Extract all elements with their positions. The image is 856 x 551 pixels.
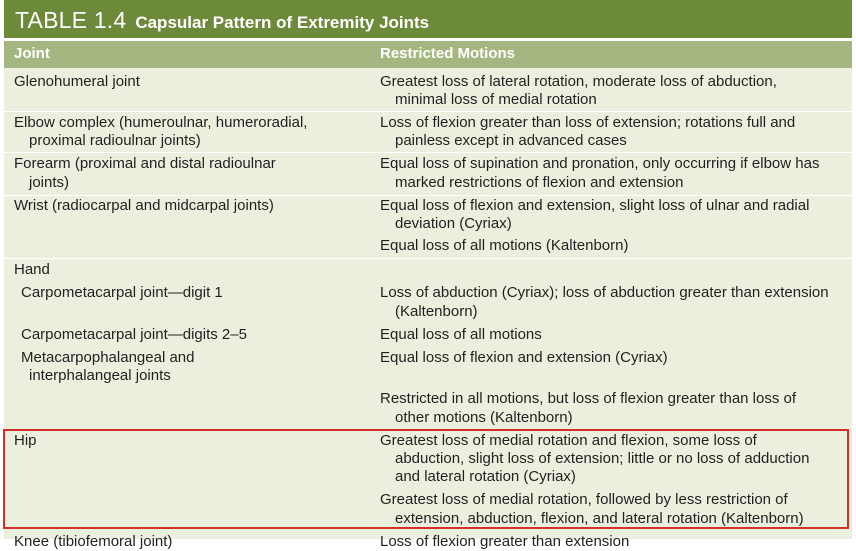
motion-cell: painless except in advanced cases: [395, 132, 627, 149]
motion-cell: Equal loss of supination and pronation, only occurring if elbow has: [380, 155, 820, 172]
motion-cell: Equal loss of flexion and extension, slight loss of ulnar and radial: [380, 197, 810, 214]
table-title-bar: [4, 0, 852, 38]
table-title: Capsular Pattern of Extremity Joints: [135, 13, 430, 32]
motion-cell: minimal loss of medial rotation: [395, 91, 597, 108]
motion-cell: Restricted in all motions, but loss of flexion greater than loss of: [380, 390, 797, 407]
motion-cell: Greatest loss of medial rotation, followed by less restriction of: [380, 491, 788, 508]
hip-highlight-box: [3, 429, 849, 529]
row-divider: [4, 258, 852, 259]
header-joint: Joint: [14, 45, 50, 62]
joint-cell: joints): [29, 174, 70, 191]
joint-cell: Hand: [14, 261, 50, 278]
motion-cell: Equal loss of all motions: [380, 326, 542, 343]
table-header-row: [4, 41, 852, 68]
joint-cell: Metacarpophalangeal and: [21, 349, 195, 366]
joint-cell: Glenohumeral joint: [14, 73, 140, 90]
joint-cell: Carpometacarpal joint—digit 1: [21, 284, 223, 301]
motion-cell: abduction, slight loss of extension; little or no loss of adduction: [395, 450, 810, 467]
joint-cell: Carpometacarpal joint—digits 2–5: [21, 326, 247, 343]
row-divider: [4, 152, 852, 153]
motion-cell: Equal loss of all motions (Kaltenborn): [380, 237, 629, 254]
joint-cell: Forearm (proximal and distal radioulnar: [14, 155, 276, 172]
motion-cell: and lateral rotation (Cyriax): [395, 468, 576, 485]
motion-cell: (Kaltenborn): [395, 303, 478, 320]
row-divider: [4, 111, 852, 112]
motion-cell: marked restrictions of flexion and extension: [395, 174, 684, 191]
joint-cell: Wrist (radiocarpal and midcarpal joints): [14, 197, 274, 214]
joint-cell: proximal radioulnar joints): [29, 132, 201, 149]
table-number: TABLE 1.4: [15, 7, 127, 33]
motion-cell: Greatest loss of medial rotation and flexion, some loss of: [380, 432, 757, 449]
motion-cell: Greatest loss of lateral rotation, moderate loss of abduction,: [380, 73, 777, 90]
header-restricted-motions: Restricted Motions: [380, 45, 516, 62]
motion-cell: extension, abduction, flexion, and lateral rotation (Kaltenborn): [395, 510, 804, 527]
motion-cell: deviation (Cyriax): [395, 215, 512, 232]
joint-cell: Knee (tibiofemoral joint): [14, 533, 173, 550]
motion-cell: Loss of flexion greater than loss of extension; rotations full and: [380, 114, 796, 131]
motion-cell: Loss of abduction (Cyriax); loss of abduction greater than extension: [380, 284, 829, 301]
motion-cell: Loss of flexion greater than extension: [380, 533, 630, 550]
motion-cell: Equal loss of flexion and extension (Cyriax): [380, 349, 668, 366]
row-divider: [4, 195, 852, 196]
joint-cell: Hip: [14, 432, 37, 449]
joint-cell: interphalangeal joints: [29, 367, 171, 384]
motion-cell: other motions (Kaltenborn): [395, 409, 573, 426]
joint-cell: Elbow complex (humeroulnar, humeroradial,: [14, 114, 308, 131]
